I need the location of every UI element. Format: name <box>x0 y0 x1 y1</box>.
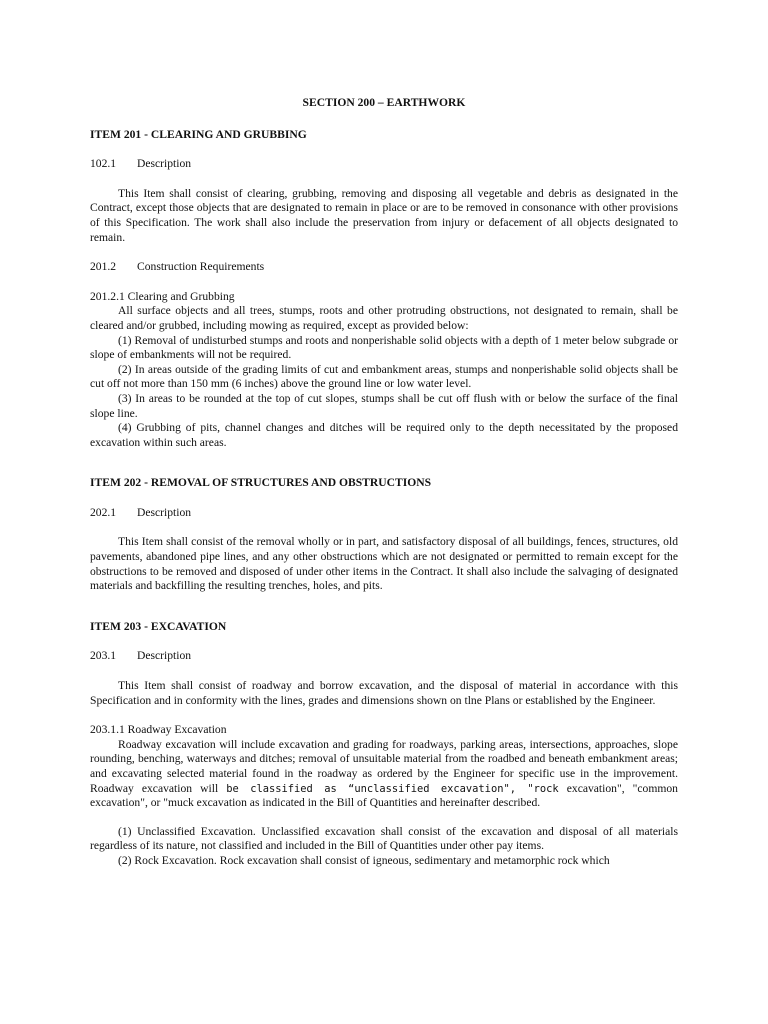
clearing-grubbing-heading: 201.2.1 Clearing and Grubbing <box>90 289 235 303</box>
item-203-description-number: 203.1 <box>90 649 117 663</box>
item-201-description-label: Description <box>137 157 192 171</box>
clearing-paragraph: (4) Grubbing of pits, channel changes and ditches will be required only to the depth necessitated by the proposed excavation within such areas. <box>90 421 678 449</box>
item-201-requirements-label: Construction Requirements <box>137 260 265 274</box>
item-202-description-number: 202.1 <box>90 505 117 519</box>
roadway-excavation-heading: 203.1.1 Roadway Excavation <box>90 723 227 737</box>
item-202-description-text: This Item shall consist of the removal wholly or in part, and satisfactory disposal of all buildings, fences, structures, old pavements, abandoned pipe lines, and any other obstructions which are not designated or permitted to remain except for the obstructions to be removed and disposed of under other items in the Contract. It shall also include the salvaging of designated materials and backfilling the resulting trenches, holes, and pits. <box>90 535 678 593</box>
item-201-description-number: 102.1 <box>90 157 117 171</box>
item-201-heading: ITEM 201 - CLEARING AND GRUBBING <box>90 127 307 141</box>
clearing-paragraph: (3) In areas to be rounded at the top of cut slopes, stumps shall be cut off flush with or below the surface of the final slope line. <box>90 391 678 420</box>
item-202-description-label: Description <box>137 505 192 519</box>
item-202-description-heading <box>90 506 678 521</box>
excavation-classes <box>90 825 678 869</box>
roadway-text-part-a: Roadway excavation will include excavation and grading for roadways, parking areas, intersections, approaches, slope rounding, benching, waterways and ditches; removal of unsuitable material from the roadbed and beneath embankment areas; and excavating selected material found in the roadway as ordered by the Engineer for specific use in the improvement. Roadway excavation will <box>90 737 678 795</box>
clearing-paragraph: All surface objects and all trees, stumps, roots and other protruding obstructions, not designated to remain, shall be cleared and/or grubbed, including mowing as required, except as provided below: <box>90 304 678 332</box>
item-201-description-heading <box>90 157 678 172</box>
clearing-grubbing-body <box>90 304 678 450</box>
item-202-heading: ITEM 202 - REMOVAL OF STRUCTURES AND OBSTRUCTIONS <box>90 476 432 490</box>
item-201-description-text: This Item shall consist of clearing, grubbing, removing and disposing all vegetable and debris as designated in the Contract, except those objects that are designated to remain in place or are to be removed in consonance with other provisions of this Specification. The work shall also include the preservation from injury or defacement of all objects designated to remain. <box>90 186 678 244</box>
roadway-excavation-body <box>90 738 678 811</box>
section-title: SECTION 200 – EARTHWORK <box>302 96 466 109</box>
item-203-description-label: Description <box>137 649 192 663</box>
roadway-text-part-b: excavation", "common excavation", or "muck excavation as indicated in the Bill of Quantities and hereinafter described. <box>90 781 678 810</box>
item-203-description-heading <box>90 649 678 664</box>
unclassified-excavation-text: (1) Unclassified Excavation. Unclassified excavation shall consist of the excavation and disposal of all materials regardless of its nature, not classified and included in the Bill of Quantities under other pay items. <box>90 824 678 853</box>
rock-excavation-text: (2) Rock Excavation. Rock excavation shall consist of igneous, sedimentary and metamorphic rock which <box>118 853 610 867</box>
item-203-heading: ITEM 203 - EXCAVATION <box>90 619 227 633</box>
clearing-paragraph: (1) Removal of undisturbed stumps and roots and nonperishable solid objects with a depth of 1 meter below subgrade or slope of embankments will not be required. <box>90 333 678 362</box>
item-203-description-text: This Item shall consist of roadway and borrow excavation, and the disposal of material in accordance with this Specification and in conformity with the lines, grades and dimensions shown on tlne Plans or established by the Engineer. <box>90 679 678 707</box>
clearing-paragraph: (2) In areas outside of the grading limits of cut and embankment areas, stumps and nonperishable solid objects shall be cut off not more than 150 mm (6 inches) above the ground line or low water level. <box>90 362 678 391</box>
item-201-requirements-heading <box>90 260 678 275</box>
item-201-requirements-number: 201.2 <box>90 260 117 274</box>
roadway-excavation-text <box>90 738 678 811</box>
roadway-text-classified: be classified as “unclassified excavation", "rock <box>226 782 559 795</box>
